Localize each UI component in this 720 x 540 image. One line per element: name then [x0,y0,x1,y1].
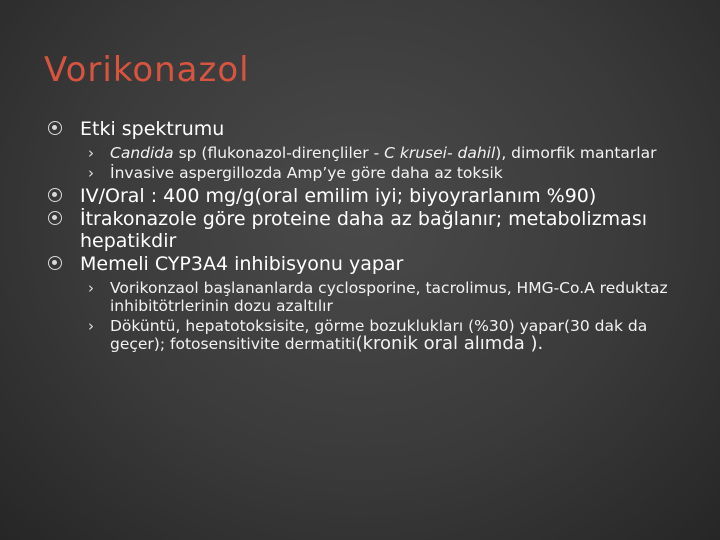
sub-bullet-tail-text: (kronik oral alımda ). [355,333,544,354]
bullet-text: Memeli CYP3A4 inhibisyonu yapar [80,253,404,275]
bullet-circle-icon [48,211,62,225]
bullet-circle-icon [48,121,62,135]
bullet-cyp3a4 [48,253,698,275]
bullet-text: Etki spektrumu [80,118,225,140]
sub-bullet-text: Vorikonzaol başlananlarda cyclosporine, tacrolimus, HMG-Co.A reduktaz inhibitötrlerinin dozu azaltılır [110,279,668,315]
slide-title: Vorikonazol [44,50,250,90]
slide-content [48,118,698,353]
sub-bullet-text-italic: C krusei- dahil [384,144,496,162]
sub-bullet-text: sp (flukonazol-dirençliler - [173,144,385,162]
sub-bullet-text: ), dimorfik mantarlar [495,144,657,162]
sub-bullet-text: İnvasive aspergillozda Amp’ye göre daha az toksik [110,164,503,182]
sub-bullet-candida [48,144,698,162]
sub-bullet-aspergillozda [48,164,698,182]
sub-bullet-vorikonazol-dozu [48,279,698,315]
bullet-text: IV/Oral : 400 mg/g(oral emilim iyi; biyoyrarlanım %90) [80,185,597,207]
sub-bullet-text-italic: Candida [110,144,174,162]
chevron-right-icon: › [88,164,94,182]
chevron-right-icon: › [88,279,94,297]
sub-bullet-text: Döküntü, hepatotoksisite, görme bozuklukları (%30) yapar(30 dak da geçer); fotosensitivite dermatiti [110,317,648,353]
bullet-itrakonazol [48,208,698,252]
bullet-iv-oral [48,185,698,207]
sub-bullet-dokuntu [48,317,698,353]
chevron-right-icon: › [88,144,94,162]
bullet-text: İtrakonazole göre proteine daha az bağlanır; metabolizması hepatikdir [80,208,648,252]
bullet-etki-spektrumu [48,118,698,140]
bullet-circle-icon [48,256,62,270]
chevron-right-icon: › [88,317,94,335]
bullet-circle-icon [48,188,62,202]
